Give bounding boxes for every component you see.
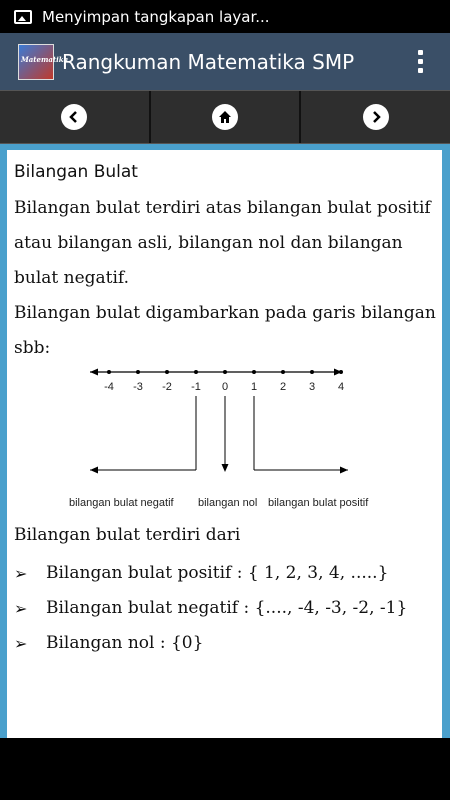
bullet-negative: Bilangan bulat negatif : {...., -4, -3, -2, -1} — [46, 598, 408, 618]
chevron-left-icon — [61, 104, 87, 130]
chevron-right-icon — [363, 104, 389, 130]
composition-heading: Bilangan bulat terdiri dari — [14, 525, 241, 545]
app-title: Rangkuman Matematika SMP — [62, 49, 355, 74]
tick-label: 2 — [279, 381, 287, 393]
tick-dot — [339, 370, 343, 374]
tick-label: -2 — [162, 381, 172, 393]
home-button[interactable] — [151, 91, 302, 143]
app-bar — [0, 33, 450, 90]
app-logo-text: Matematika — [21, 54, 69, 64]
status-bar — [0, 0, 450, 33]
tick-label: -3 — [133, 381, 143, 393]
content-frame — [0, 144, 450, 738]
status-notification-text: Menyimpan tangkapan layar... — [42, 7, 270, 26]
next-button[interactable] — [301, 91, 450, 143]
tick-dot — [310, 370, 314, 374]
number-line-diagram — [14, 364, 442, 516]
list-item — [14, 591, 442, 626]
overflow-menu-icon[interactable] — [408, 42, 432, 82]
bullet-arrow-icon: ➢ — [14, 599, 28, 618]
tick-dot — [107, 370, 111, 374]
screenshot-icon — [14, 10, 32, 24]
bullet-list — [14, 556, 442, 661]
nav-bar — [0, 90, 450, 144]
intro-paragraph: Bilangan bulat terdiri atas bilangan bulat positif atau bilangan asli, bilangan nol dan bilangan bulat negatif. — [14, 198, 431, 288]
tick-dot — [194, 370, 198, 374]
bullet-arrow-icon: ➢ — [14, 564, 28, 583]
tick-label: 0 — [221, 381, 229, 393]
tick-dot — [281, 370, 285, 374]
list-item — [14, 556, 442, 591]
list-item — [14, 626, 442, 661]
tick-dot — [223, 370, 227, 374]
tick-dot — [136, 370, 140, 374]
bottom-bar — [0, 738, 450, 800]
content-panel[interactable] — [7, 150, 442, 738]
label-negative: bilangan bulat negatif — [69, 497, 174, 509]
tick-dot — [252, 370, 256, 374]
tick-label: 1 — [250, 381, 258, 393]
bullet-positive: Bilangan bulat positif : { 1, 2, 3, 4, .....} — [46, 563, 389, 583]
tick-label: -1 — [191, 381, 201, 393]
tick-label: -4 — [104, 381, 114, 393]
tick-label: 4 — [337, 381, 345, 393]
label-positive: bilangan bulat positif — [268, 497, 369, 509]
bullet-zero: Bilangan nol : {0} — [46, 633, 204, 653]
prev-button[interactable] — [0, 91, 151, 143]
bullet-arrow-icon: ➢ — [14, 634, 28, 653]
app-logo — [18, 44, 69, 80]
tick-dot — [165, 370, 169, 374]
home-icon — [212, 104, 238, 130]
tick-label: 3 — [308, 381, 316, 393]
number-line-paragraph: Bilangan bulat digambarkan pada garis bilangan sbb: — [14, 303, 436, 358]
page-heading: Bilangan Bulat — [14, 162, 138, 182]
label-zero: bilangan nol — [198, 497, 258, 509]
